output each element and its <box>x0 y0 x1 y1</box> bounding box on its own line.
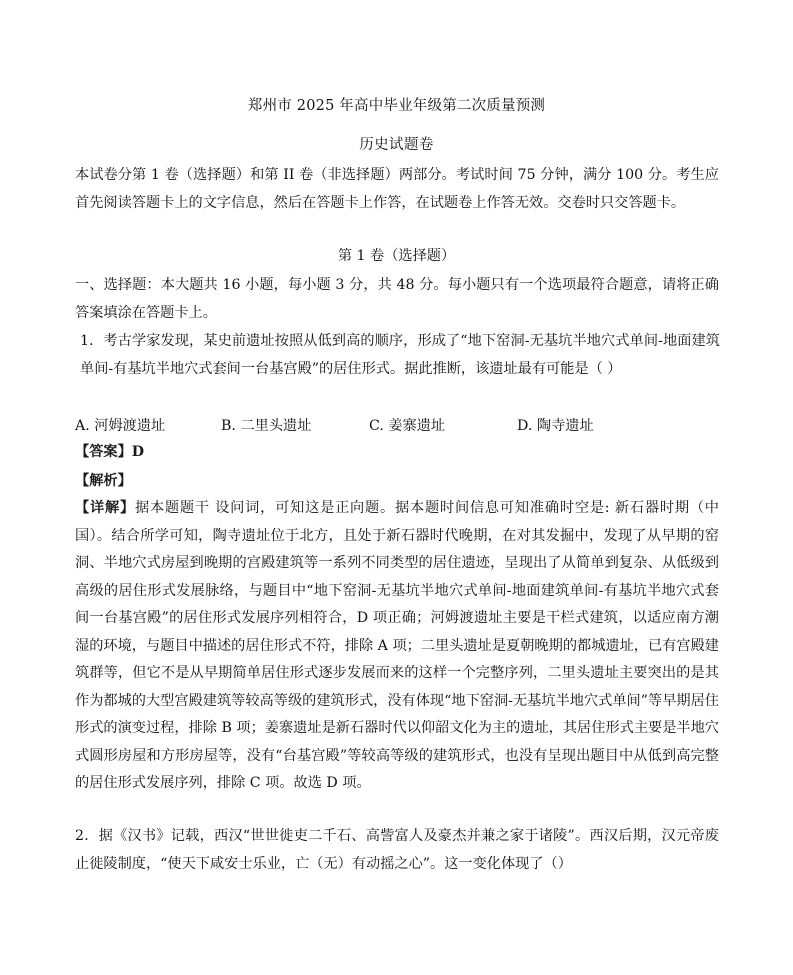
question-1-explanation <box>75 495 719 798</box>
analysis-label: 【解析】 <box>75 473 132 489</box>
detail-label: 【详解】 <box>75 500 135 516</box>
question-1-options <box>75 412 719 440</box>
exam-title: 郑州市 2025 年高中毕业年级第二次质量预测 <box>247 98 546 114</box>
option-d: D. 陶寺遗址 <box>517 418 594 434</box>
question-2-stem: 2．据《汉书》记载，西汉“世世徙吏二千石、高訾富人及豪杰并兼之家于诸陵”。西汉后期，汉元帝废止徙陵制度，“使天下咸安士乐业，亡（无）有动摇之心”。这一变化体现了（） <box>75 828 719 872</box>
detail-text: 据本题题干 设问词，可知这是正向题。据本题时间信息可知准确时空是: 新石器时期（中国）。结合所学可知，陶寺遗址位于北方，且处于新石器时代晚期，在对其发掘中，发现了从早期的窑洞、半地穴式房屋到晚期的宫殿建筑等一系列不同类型的居住遗迹，呈现出了从简单到复杂、从低级到高级的居住形式发展脉络，与题目中“地下窑洞-无基坑半地穴式单间-地面建筑单间-有基坑半地穴式套间一台基宫殿”的居住形式发展序列相符合，D 项正确；河姆渡遗址主要是干栏式建筑，以适应南方潮湿的环境，与题目中描述的居住形式不符，排除 A 项；二里头遗址是夏朝晚期的都城遗址，已有宫殿建筑群等，但它不是从早期简单居住形式逐步发展而来的这样一个完整序列，二里头遗址主要突出的是其作为都城的大型宫殿建筑等较高等级的建筑形式，没有体现“地下窑洞-无基坑半地穴式单间”等早期居住形式的演变过程，排除 B 项；姜寨遗址是新石器时代以仰韶文化为主的遗址，其居住形式主要是半地穴式圆形房屋和方形房屋等，没有“台基宫殿”等较高等级的建筑形式，也没有呈现出题目中从低到高完整的居住形式发展序列，排除 C 项。故选 D 项。 <box>75 500 719 791</box>
option-c: C. 姜寨遗址 <box>369 418 446 434</box>
exam-instructions: 本试卷分第 1 卷（选择题）和第 II 卷（非选择题）两部分。考试时间 75 分钟，满分 100 分。考生应首先阅读答题卡上的文字信息，然后在答题卡上作答，在试题卷上作答无效。交卷时只交答题卡。 <box>75 167 719 211</box>
section-heading: 第 1 卷（选择题） <box>337 248 456 264</box>
question-1-stem: 1．考古学家发现，某史前遗址按照从低到高的顺序，形成了“地下窑洞-无基坑半地穴式单间-地面建筑单间-有基坑半地穴式套间一台基宫殿”的居住形式。据此推断，该遗址最有可能是（ ） <box>80 333 720 377</box>
answer-value: D <box>131 444 145 460</box>
option-a: A. 河姆渡遗址 <box>75 418 166 434</box>
answer-label: 【答案】 <box>75 444 132 460</box>
section-instructions: 一、选择题：本大题共 16 小题，每小题 3 分，共 48 分。每小题只有一个选项最符合题意，请将正确答案填涂在答题卡上。 <box>75 277 719 321</box>
option-b: B. 二里头遗址 <box>221 418 312 434</box>
exam-subtitle: 历史试题卷 <box>359 137 434 153</box>
answer-line <box>75 438 144 466</box>
analysis-heading <box>75 467 132 495</box>
